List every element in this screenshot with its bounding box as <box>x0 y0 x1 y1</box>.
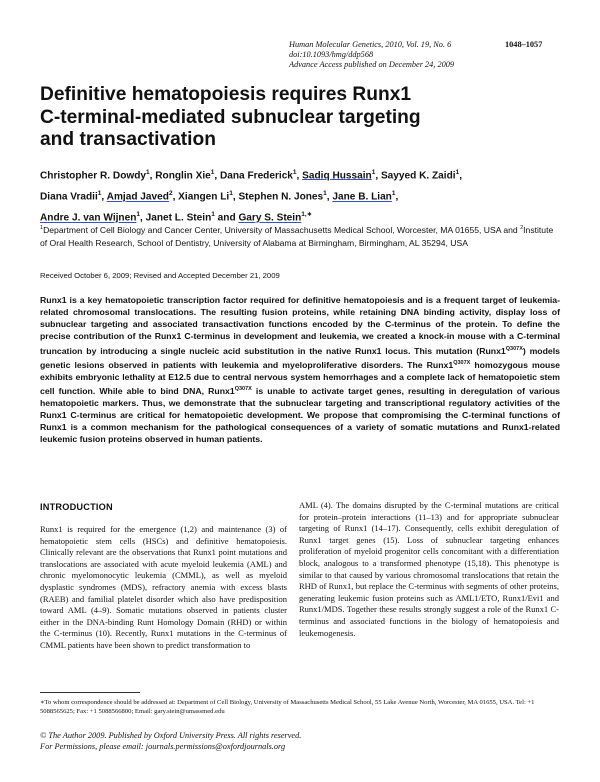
author-name[interactable]: Amjad Javed <box>106 191 169 203</box>
abstract-text: is unable to activate target genes, resulting in deregulation of various hematopoietic markers. Thus, we demonstrate that the subnuclear targeting and transcriptional regulatory activities of the Runx1 C-terminus are critical for hematopoietic development. We propose that compromising the C-terminal functions of Runx1 is a common mechanism for the pathological consequences of a variety of somatic mutations and Runx1-related leukemic fusion proteins observed in human patients. <box>40 385 560 445</box>
affiliation-marker: 2 <box>520 225 524 231</box>
author-name: Ronglin Xie <box>155 170 211 182</box>
author-name: Christopher R. Dowdy <box>40 170 146 182</box>
author-separator: , <box>172 191 179 203</box>
author-separator: , <box>149 170 156 182</box>
section-heading: INTRODUCTION <box>40 502 113 512</box>
author-name: Janet L. Stein <box>145 212 212 224</box>
author-separator: , <box>326 191 333 203</box>
affiliation-text: Institute of Oral Health Research, School of Dentistry, University of Alabama at Birmingham, Birmingham, AL 35294, USA <box>40 224 554 249</box>
page-range: 1048–1057 <box>505 40 543 49</box>
author-name: Diana Vradii <box>40 191 98 203</box>
permissions-line: For Permissions, please email: journals.permissions@oxfordjournals.org <box>40 742 286 752</box>
author-affiliation-marker: 1 <box>211 211 215 219</box>
received-dates: Received October 6, 2009; Revised and Accepted December 21, 2009 <box>40 271 280 280</box>
correspondence-footnote: ∗To whom correspondence should be addressed at: Department of Cell Biology, University of Massachusetts Medical School, 55 Lake Avenue North, Worcester, MA 01655, USA. Tel: +1 5088565625; Fax: +1 5088566800; Email: gary.stein@umassmed.edu <box>40 699 535 716</box>
author-affiliation-marker: 1 <box>136 211 141 219</box>
abstract <box>40 294 560 446</box>
article-title <box>40 84 570 152</box>
copyright-notice <box>40 730 560 752</box>
author-name: Xiangen Li <box>178 191 230 203</box>
author-affiliation-marker: 2 <box>168 190 173 198</box>
author-affiliation-marker: 1 <box>371 169 376 176</box>
title-line: and transactivation <box>40 129 216 150</box>
author-name: Dana Frederick <box>219 170 293 182</box>
author-separator: and <box>214 212 239 224</box>
author-affiliation-marker: 1 <box>455 169 460 176</box>
affiliations <box>40 222 562 250</box>
author-separator: , <box>459 170 462 182</box>
footnote-divider <box>40 692 140 693</box>
author-separator: , <box>232 191 239 203</box>
author-affiliation-marker: 1 <box>323 190 327 198</box>
author-affiliation-marker: 1 <box>292 169 297 176</box>
abstract-text: homozygous mouse exhibits embryonic lethality at E12.5 due to central nervous system hemorrhages and a complete lack of hematopoietic stem cell function. While able to bind DNA, Runx1 <box>40 359 560 396</box>
affiliation-marker: 1 <box>40 225 44 231</box>
advance-access: Advance Access published on December 24, 2009 <box>289 60 455 70</box>
title-line: C-terminal-mediated subnuclear targeting <box>40 106 421 128</box>
mutation-superscript: Q307X <box>453 359 471 366</box>
intro-column-left: Runx1 is required for the emergence (1,2) and maintenance (3) of hematopoietic stem cells (HSCs) and definitive hematopoiesis. Clinically relevant are the observations that Runx1 point mutations and translocations are associated with acute myeloid leukemia (AML) and chronic myelomonocytic leukemia (CMML), as well as myeloid dysplastic syndromes (MDS), refractory anemia with excess blasts (RAEB) and familial platelet disorder which also have predisposition toward AML (4–9). Somatic mutations observed in patients cluster either in the DNA-binding Runt Homology Domain (RHD) or within the C-terminus (10). Recently, Runx1 mutations in the C-terminus of CMML patients have been shown to predict transformation to <box>40 524 287 650</box>
author-name: Sayyed K. Zaidi <box>380 170 456 182</box>
author-separator: , <box>395 191 399 203</box>
author-affiliation-marker: 1,∗ <box>301 211 313 219</box>
author-separator: , <box>296 170 303 182</box>
doi: doi:10.1093/hmg/ddp568 <box>289 50 374 60</box>
mutation-superscript: Q307X <box>234 385 252 392</box>
author-name[interactable]: Gary S. Stein <box>238 212 302 224</box>
author-affiliation-marker: 1 <box>210 169 215 176</box>
journal-header <box>289 40 559 71</box>
author-name[interactable]: Andre J. van Wijnen <box>40 212 137 224</box>
author-affiliation-marker: 1 <box>97 190 102 198</box>
mutation-superscript: Q307X <box>505 345 523 352</box>
author-affiliation-marker: 1 <box>391 190 396 198</box>
author-separator: , <box>214 170 220 182</box>
author-name[interactable]: Sadiq Hussain <box>302 170 372 182</box>
author-name: Stephen N. Jones <box>238 191 324 203</box>
title-line: Definitive hematopoiesis requires Runx1 <box>40 84 412 105</box>
affiliation-text: Department of Cell Biology and Cancer Center, University of Massachusetts Medical School, Worcester, MA 01655, USA and <box>43 224 521 235</box>
author-separator: , <box>101 191 107 203</box>
author-name[interactable]: Jane B. Lian <box>332 191 392 203</box>
author-separator: , <box>375 170 381 182</box>
author-affiliation-marker: 1 <box>146 169 150 176</box>
author-separator: , <box>140 212 146 224</box>
author-list <box>40 164 570 227</box>
author-affiliation-marker: 1 <box>229 190 233 198</box>
copyright-line: © The Author 2009. Published by Oxford University Press. All rights reserved. <box>40 731 302 740</box>
abstract-text: Runx1 is a key hematopoietic transcription factor required for definitive hematopoiesis and is a frequent target of leukemia-related chromosomal translocations. The resulting fusion proteins, while retaining DNA binding activity, display loss of subnuclear targeting and associated transactivation functions encoded by the C-terminus of the protein. To define the precise contribution of the Runx1 C-terminus in development and leukemia, we created a knock-in mouse with a C-terminal truncation by introducing a single nucleic acid substitution in the native Runx1 locus. This mutation (Runx1 <box>40 295 560 356</box>
abstract-text: ) models genetic lesions observed in patients with leukemia and myeloproliferative disorders. The Runx1 <box>40 345 560 370</box>
journal-citation: Human Molecular Genetics, 2010, Vol. 19, No. 6 <box>289 40 452 49</box>
intro-column-right: AML (4). The domains disrupted by the C-terminal mutations are critical for protein–protein interactions (11–13) and for appropriate subnuclear targeting of Runx1 (14–17). Consequently, cells exhibit deregulation of Runx1 target genes (15). Loss of subnuclear targeting enhances proliferation of myeloid progenitor cells concomitant with a differentiation block, analogous to a transformed phenotype (15,18). This phenotype is similar to that caused by various chromosomal translocations that retain the RHD of Runx1, but replace the C-terminus with segments of other proteins, generating leukemic fusion proteins such as AML1/ETO, Runx1/Evi1 and Runx1/MDS. Together these results strongly suggest a role of the Runx1 C-terminus and associated functions in the biology of hematopoiesis and leukemogenesis. <box>299 500 559 638</box>
